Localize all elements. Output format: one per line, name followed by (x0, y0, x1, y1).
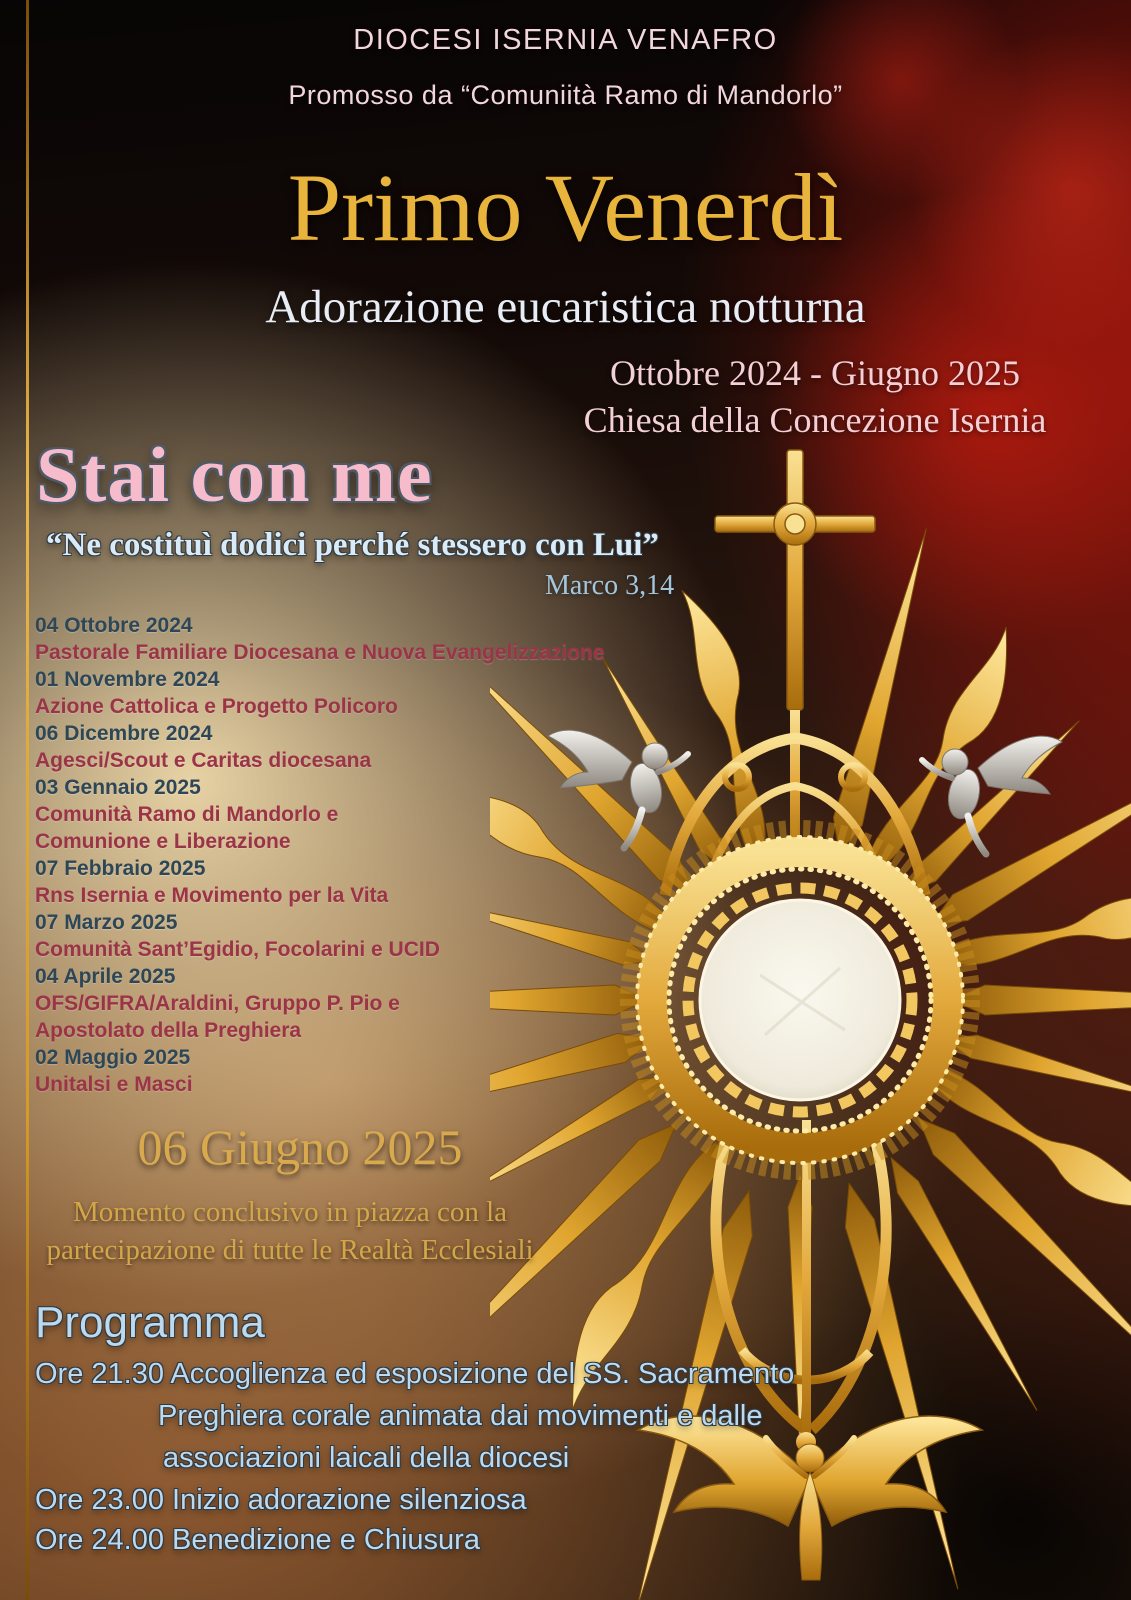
scripture-reference: Marco 3,14 (545, 570, 675, 601)
promoter-line: Promosso da “Comuniità Ramo di Mandorlo” (288, 80, 843, 110)
schedule-date: 06 Dicembre 2024 (35, 722, 213, 745)
finale-description-line1: Momento conclusivo in piazza con la (72, 1196, 508, 1228)
finale-date: 06 Giugno 2025 (137, 1119, 463, 1175)
schedule-entry: Unitalsi e Masci (35, 1073, 193, 1096)
program-line: Preghiera corale animata dai movimenti e dalle (158, 1400, 763, 1432)
schedule-date: 07 Febbraio 2025 (35, 857, 206, 880)
program-line: associazioni laicali della diocesi (163, 1442, 570, 1474)
schedule-date: 03 Gennaio 2025 (35, 776, 201, 799)
program-line: Ore 23.00 Inizio adorazione silenziosa (35, 1484, 527, 1516)
left-border-line (26, 0, 29, 1600)
monthly-schedule (35, 612, 610, 1098)
schedule-entry: Agesci/Scout e Caritas diocesana (35, 749, 372, 772)
schedule-date: 04 Ottobre 2024 (35, 614, 193, 637)
schedule-entry: Apostolato della Preghiera (35, 1019, 302, 1042)
cross-icon (715, 450, 875, 710)
poster-title: Primo Venerdì (287, 154, 844, 261)
schedule-entry: OFS/GIFRA/Araldini, Gruppo P. Pio e (35, 992, 400, 1015)
diocese-header: DIOCESI ISERNIA VENAFRO (353, 24, 778, 56)
finale-description-line2: partecipazione di tutte le Realtà Ecclesiali (46, 1234, 534, 1266)
scripture-quote: “Ne costituì dodici perché stessero con Lui” (46, 527, 659, 563)
program-heading: Programma (35, 1298, 265, 1347)
schedule-date: 04 Aprile 2025 (35, 965, 176, 988)
poster-subtitle: Adorazione eucaristica notturna (265, 281, 866, 333)
schedule-entry: Rns Isernia e Movimento per la Vita (35, 884, 389, 907)
schedule-entry: Comunione e Liberazione (35, 830, 291, 853)
schedule-entry: Azione Cattolica e Progetto Policoro (35, 695, 398, 718)
schedule-date: 07 Marzo 2025 (35, 911, 178, 934)
schedule-entry: Pastorale Familiare Diocesana e Nuova Evangelizzazione (35, 641, 605, 664)
program-line: Ore 24.00 Benedizione e Chiusura (35, 1524, 480, 1556)
event-period: Ottobre 2024 - Giugno 2025 (610, 353, 1020, 393)
event-location: Chiesa della Concezione Isernia (583, 400, 1047, 440)
schedule-entry: Comunità Ramo di Mandorlo e (35, 803, 339, 826)
motto: Stai con me (36, 431, 433, 518)
schedule-date: 02 Maggio 2025 (35, 1046, 191, 1069)
schedule-date: 01 Novembre 2024 (35, 668, 220, 691)
schedule-entry: Comunità Sant’Egidio, Focolarini e UCID (35, 938, 440, 961)
program-line: Ore 21.30 Accoglienza ed esposizione del SS. Sacramento (35, 1358, 795, 1390)
